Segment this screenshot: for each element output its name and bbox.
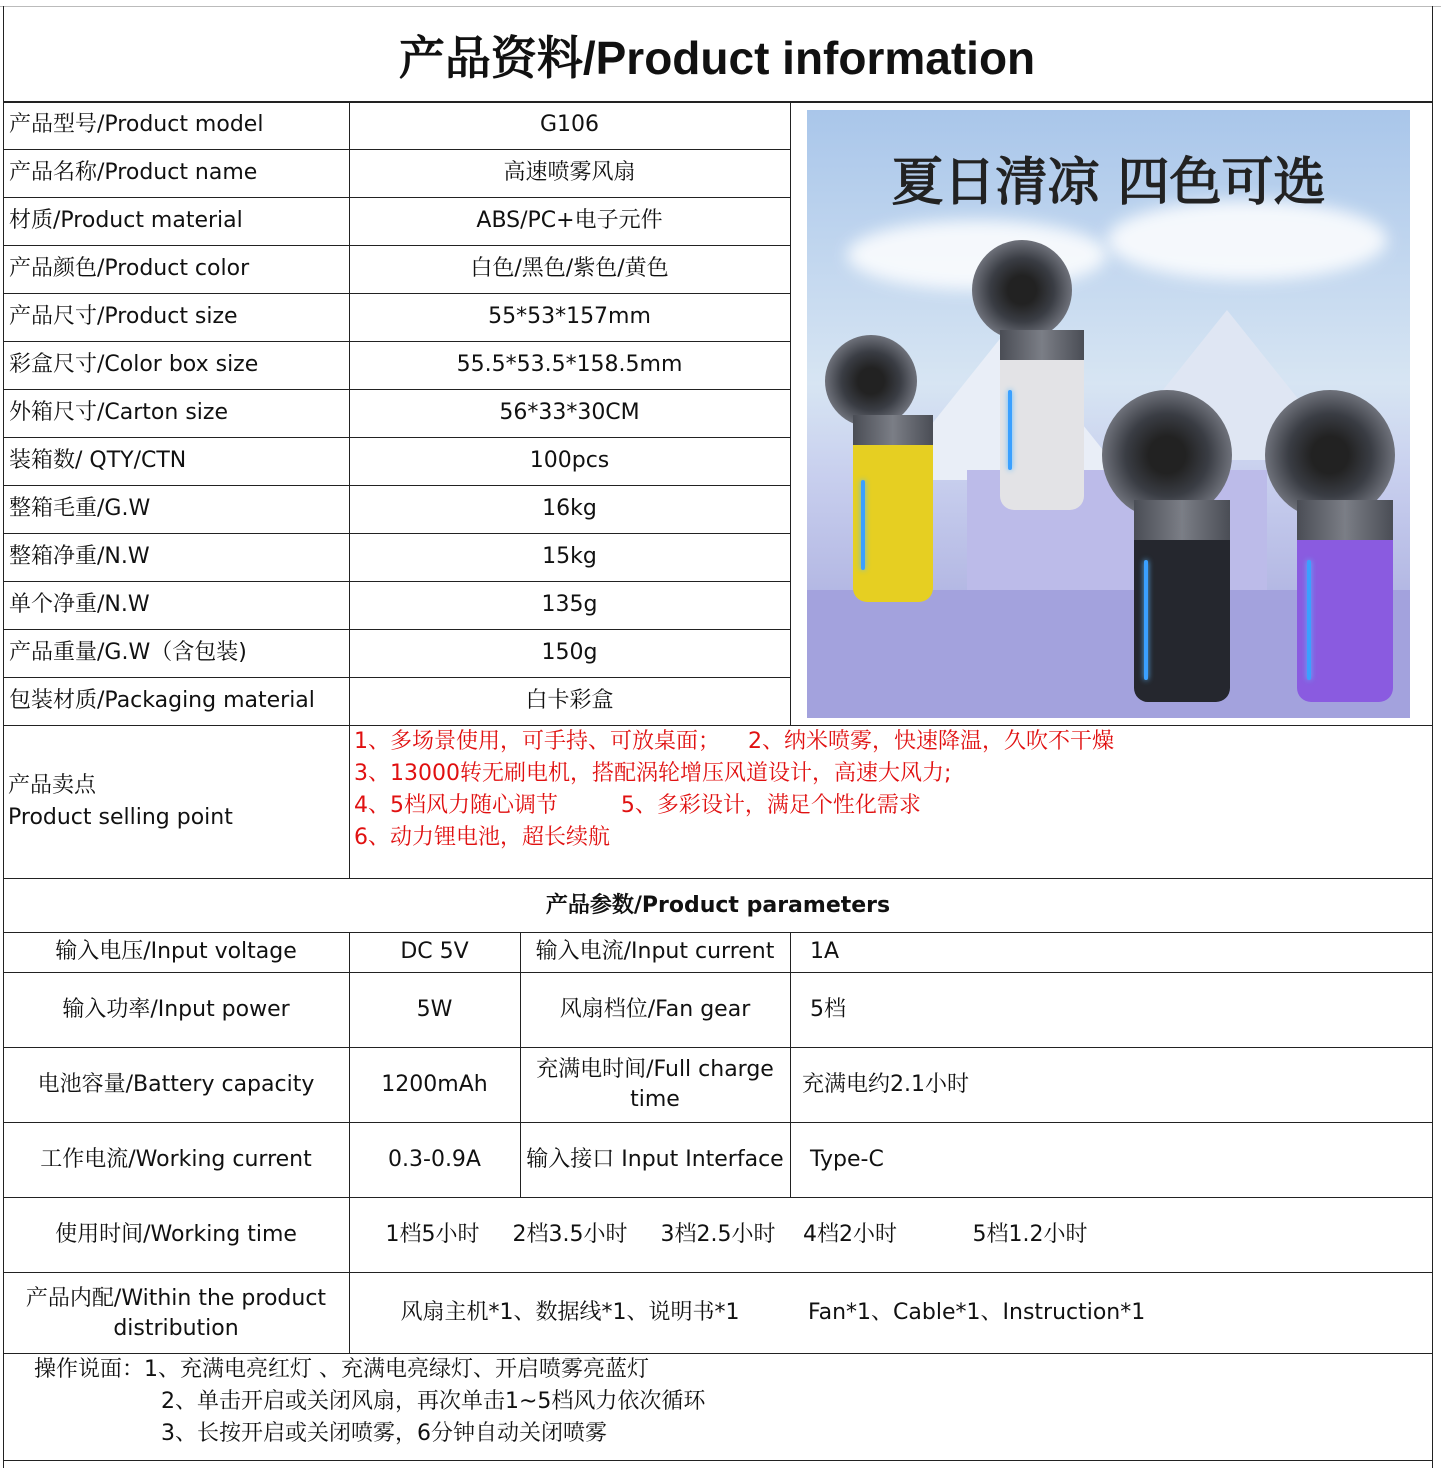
operation-instructions	[34, 1354, 705, 1450]
info-label: 材质/Product material	[9, 208, 243, 233]
param-value: DC 5V	[400, 939, 469, 964]
param-value: 1200mAh	[381, 1071, 488, 1097]
param-value: 充满电约2.1小时	[802, 1071, 969, 1097]
photo-caption: 夏日清凉 四色可选	[891, 153, 1326, 213]
info-value: 135g	[541, 592, 598, 617]
working-time-3: 3档2.5小时	[660, 1221, 776, 1247]
param-label: 风扇档位/Fan gear	[559, 996, 751, 1022]
param-value: 5W	[416, 996, 453, 1022]
info-label: 彩盒尺寸/Color box size	[9, 352, 259, 377]
info-label: 装箱数/ QTY/CTN	[9, 448, 187, 473]
selling-point: 4、5档风力随心调节 5、多彩设计，满足个性化需求	[354, 793, 921, 818]
info-value: 100pcs	[529, 448, 610, 473]
working-time-5: 5档1.2小时	[972, 1221, 1088, 1247]
working-time-4: 4档2小时	[803, 1221, 897, 1247]
info-value: 56*33*30CM	[499, 400, 640, 425]
info-value: 150g	[541, 640, 598, 665]
selling-label-en: Product selling point	[8, 805, 233, 830]
param-label: 电池容量/Battery capacity	[37, 1071, 315, 1097]
selling-point: 6、动力锂电池，超长续航	[354, 825, 610, 850]
info-label: 产品颜色/Product color	[9, 256, 250, 281]
param-value: 0.3-0.9A	[388, 1146, 481, 1172]
info-label: 单个净重/N.W	[9, 592, 150, 617]
info-value: 16kg	[542, 496, 597, 521]
info-label: 外箱尺寸/Carton size	[9, 400, 228, 425]
params-header: 产品参数/Product parameters	[545, 892, 891, 918]
param-label: 输入接口 Input Interface	[526, 1146, 784, 1172]
page-title: 产品资料/Product information	[398, 32, 1036, 84]
contents-label: 产品内配/Within the product distribution	[25, 1286, 327, 1341]
info-value: G106	[539, 112, 600, 137]
param-value: Type-C	[810, 1146, 884, 1172]
info-label: 产品名称/Product name	[9, 160, 258, 185]
info-label: 产品型号/Product model	[9, 112, 264, 137]
param-label: 充满电时间/Full charge time	[536, 1056, 774, 1112]
working-time-1: 1档5小时	[385, 1221, 480, 1247]
info-label: 包装材质/Packaging material	[9, 688, 315, 713]
param-label: 工作电流/Working current	[40, 1146, 312, 1172]
selling-points-list	[354, 726, 1114, 854]
operation-line: 操作说面：1、充满电亮红灯 、充满电亮绿灯、开启喷雾亮蓝灯	[34, 1357, 649, 1382]
product-photo	[807, 110, 1410, 718]
selling-point-label	[8, 770, 233, 834]
operation-line: 3、长按开启或关闭喷雾，6分钟自动关闭喷雾	[161, 1421, 607, 1446]
info-value: 白卡彩盒	[525, 688, 614, 713]
info-label: 整箱净重/N.W	[9, 544, 150, 569]
working-time-label: 使用时间/Working time	[55, 1221, 297, 1247]
param-label: 输入功率/Input power	[62, 996, 290, 1022]
param-label: 输入电流/Input current	[535, 939, 775, 964]
selling-label-cn: 产品卖点	[8, 773, 97, 798]
working-time-2: 2档3.5小时	[512, 1221, 628, 1247]
info-value: ABS/PC+电子元件	[476, 208, 663, 233]
info-label: 产品重量/G.W（含包装)	[9, 640, 247, 665]
selling-point: 3、13000转无刷电机，搭配涡轮增压风道设计，高速大风力;	[354, 761, 952, 786]
info-value: 白色/黑色/紫色/黄色	[470, 256, 669, 281]
info-label: 产品尺寸/Product size	[9, 304, 238, 329]
contents-cn: 风扇主机*1、数据线*1、说明书*1	[400, 1299, 740, 1325]
info-value: 15kg	[542, 544, 597, 569]
info-label: 整箱毛重/G.W	[9, 496, 151, 521]
info-value: 高速喷雾风扇	[503, 160, 636, 185]
param-value: 1A	[810, 939, 840, 964]
selling-point: 1、多场景使用，可手持、可放桌面； 2、纳米喷雾，快速降温，久吹不干燥	[354, 729, 1114, 754]
info-value: 55*53*157mm	[488, 304, 651, 329]
info-value: 55.5*53.5*158.5mm	[456, 352, 683, 377]
contents-en: Fan*1、Cable*1、Instruction*1	[808, 1299, 1146, 1325]
param-value: 5档	[810, 996, 846, 1022]
param-label: 输入电压/Input voltage	[55, 939, 297, 964]
operation-line: 2、单击开启或关闭风扇，再次单击1~5档风力依次循环	[161, 1389, 706, 1414]
